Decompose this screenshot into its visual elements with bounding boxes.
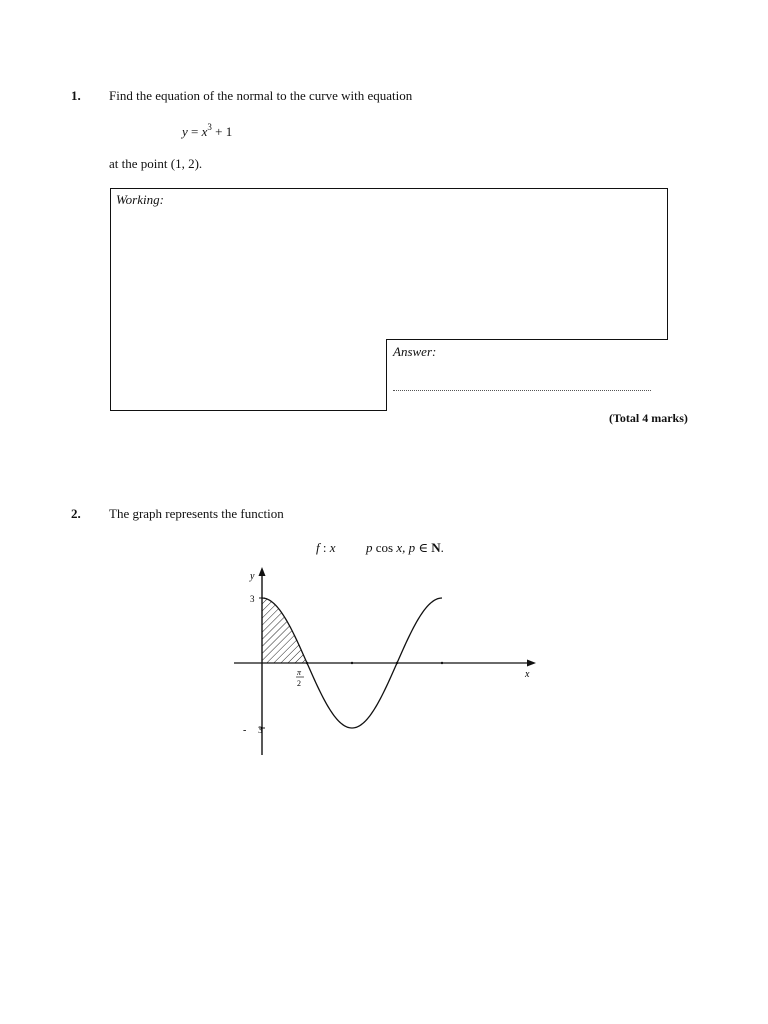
eq-y: y [182,124,188,139]
x-tick-mark [351,662,353,664]
q2-number: 2. [71,506,81,521]
y-tick-bottom-dash: - [243,725,247,736]
x-tick-pi-den: 2 [297,679,301,688]
y-tick-top-label: 3 [250,594,255,604]
q1-prompt: Find the equation of the normal to the curve with equation [109,88,413,103]
fn-p2: p [408,540,416,555]
q1-marks: (Total 4 marks) [609,411,688,425]
fn-naturals: N [431,540,441,555]
fn-dot: . [440,540,444,555]
shaded-region [262,598,307,663]
eq-x: x [201,124,208,139]
x-tick-mark [441,662,443,664]
x-axis-label: x [525,669,530,680]
q2-function [316,540,444,556]
q1-equation [182,124,232,140]
fn-colon: : [322,540,327,555]
x-axis-arrow [527,660,536,667]
eq-equals: = [191,124,199,139]
fn-cos: cos [375,540,394,555]
y-axis-arrow [259,567,266,576]
fn-x: x [329,540,336,555]
answer-box-outline [108,187,668,413]
cosine-graph [230,565,540,765]
fn-p: p [366,540,373,555]
eq-rest: + 1 [215,124,233,139]
q1-number: 1. [71,88,81,103]
x-tick-mark [396,662,398,664]
fn-f: f [316,540,320,555]
y-tick-bottom-label: 3 [258,725,263,735]
q1-point-text: at the point (1, 2). [109,156,203,171]
x-tick-pi-num: π [297,668,302,677]
fn-in: ∈ [418,540,429,555]
fn-x2: x, [396,540,406,555]
q2-prompt: The graph represents the function [109,506,284,521]
y-axis-label: y [250,571,255,582]
eq-exponent: 3 [207,122,212,132]
answer-field[interactable] [393,382,651,391]
answer-label: Answer: [393,344,437,359]
working-label: Working: [116,192,164,207]
x-tick-mark [306,662,308,664]
